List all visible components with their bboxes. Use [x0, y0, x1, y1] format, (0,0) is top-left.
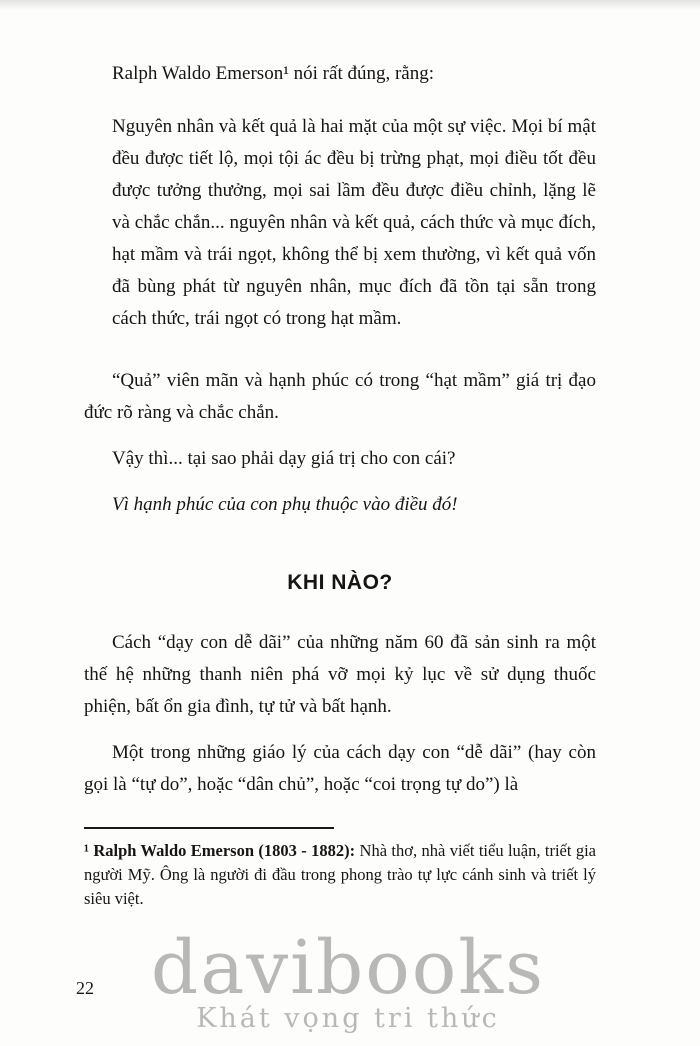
- paragraph-italic-answer: Vì hạnh phúc của con phụ thuộc vào điều đó!: [112, 494, 458, 515]
- intro-paragraph: Ralph Waldo Emerson¹ nói rất đúng, rằng:: [112, 63, 435, 84]
- watermark: [0, 925, 696, 1034]
- footnote: [84, 839, 596, 911]
- footnote-divider: [84, 827, 334, 829]
- paragraph-qua-vien-man: “Quả” viên mãn và hạnh phúc có trong “hạt mầm” giá trị đạo đức rõ ràng và chắc chắn.: [84, 370, 596, 423]
- footnote-text: Nhà thơ, nhà viết tiểu luận, triết gia người Mỹ. Ông là người đi đầu trong phong trào tự lực cánh sinh và triết lý siêu việt.: [84, 841, 596, 908]
- emerson-quote-paragraph: Nguyên nhân và kết quả là hai mặt của một sự việc. Mọi bí mật đều được tiết lộ, mọi tội ác đều bị trừng phạt, mọi điều tốt đều được tưởng thưởng, mọi sai lầm đều được điều chỉnh, lặng lẽ và chắc chắn... nguyên nhân và kết quả, cách thức và mục đích, hạt mầm và trái ngọt, không thể bị xem thường, vì kết quả vốn đã bùng phát từ nguyên nhân, mục đích đã tồn tại sẵn trong cách thức, trái ngọt có trong hạt mầm.: [112, 116, 596, 329]
- watermark-tagline: Khát vọng tri thức: [196, 1003, 500, 1034]
- paragraph-mot-trong-nhung: Một trong những giáo lý của cách dạy con “dễ dãi” (hay còn gọi là “tự do”, hoặc “dân chủ”, hoặc “coi trọng tự do”) là: [84, 742, 596, 795]
- footnote-author: ¹ Ralph Waldo Emerson (1803 - 1882):: [84, 841, 356, 860]
- watermark-brand: davibooks: [150, 925, 546, 1011]
- paragraph-cach-day-con: Cách “dạy con dễ dãi” của những năm 60 đã sản sinh ra một thế hệ những thanh niên phá vỡ mọi kỷ lục về sử dụng thuốc phiện, bất ổn gia đình, tự tử và bất hạnh.: [84, 632, 596, 717]
- page-number: 22: [76, 978, 94, 998]
- paragraph-vay-thi: Vậy thì... tại sao phải dạy giá trị cho con cái?: [112, 448, 456, 469]
- section-heading-khi-nao: KHI NÀO?: [287, 571, 393, 594]
